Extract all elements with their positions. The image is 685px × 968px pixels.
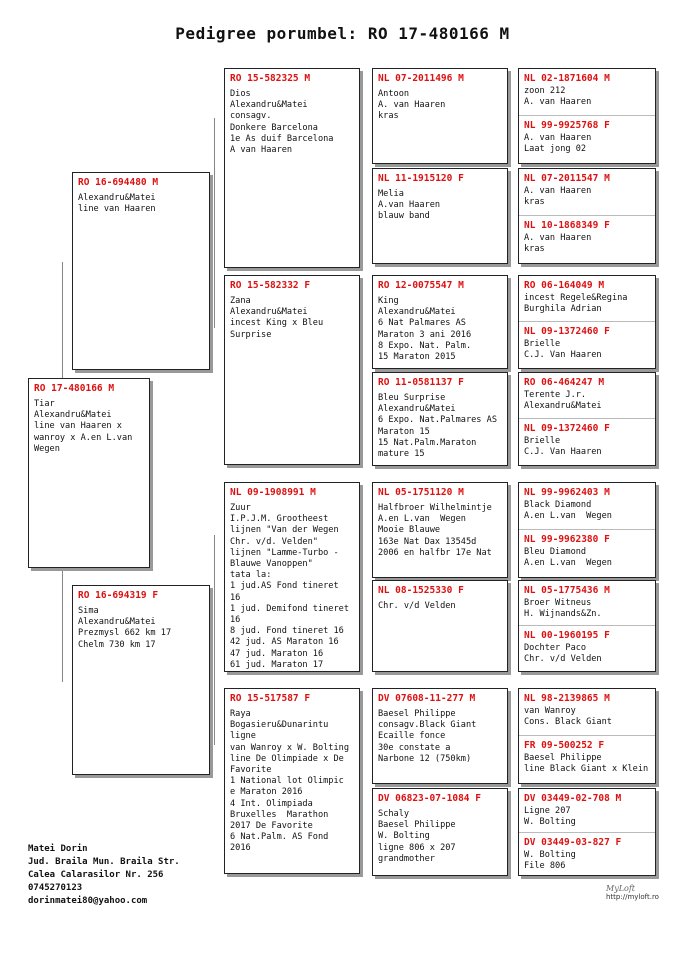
pigeon-entry[interactable] xyxy=(519,581,655,623)
card-line: A. van Haaren xyxy=(524,133,592,143)
card-line: Tiar xyxy=(34,399,55,409)
card-line: 6 Nat.Palm. AS Fond 2016 xyxy=(230,832,334,854)
card-line: mature 15 xyxy=(378,449,425,460)
pigeon-card-gggp-pair-6 xyxy=(518,580,656,672)
card-line: Broer Witneus xyxy=(524,598,592,608)
card-line: Mooie Blauwe xyxy=(378,525,441,536)
card-line: 42 jud. AS Maraton 16 xyxy=(230,637,339,648)
pigeon-entry[interactable] xyxy=(519,483,655,525)
ring-number: RO 15-517587 F xyxy=(230,693,311,704)
card-line: Burghila Adrian xyxy=(524,304,602,315)
owner-email[interactable]: dorinmatei80@yahoo.com xyxy=(28,896,148,906)
ring-number: NL 99-9925768 F xyxy=(524,120,610,131)
card-line: 6 Nat Palmares AS Maraton 3 ani 2016 xyxy=(378,318,472,340)
ring-number: NL 09-1908991 M xyxy=(230,487,316,498)
ring-number: RO 06-164049 M xyxy=(524,280,605,291)
ring-number: DV 03449-02-708 M xyxy=(524,793,622,804)
card-line: Brielle xyxy=(524,339,561,349)
card-line: Dios xyxy=(230,89,251,99)
card-line: line De Olimpiade x De Favorite xyxy=(230,753,350,776)
ring-number: NL 99-9962403 M xyxy=(524,487,610,498)
card-line: Alexandru&Matei xyxy=(78,193,156,203)
card-line: tata la: xyxy=(230,570,272,581)
pigeon-card-ggp-6[interactable] xyxy=(372,580,508,672)
ring-number: RO 12-0075547 M xyxy=(378,280,464,291)
pigeon-entry[interactable] xyxy=(519,833,655,875)
card-line: Alexandru&Matei xyxy=(34,410,112,421)
pigeon-entry[interactable] xyxy=(519,789,655,831)
card-line: Ligne 207 xyxy=(524,806,571,816)
pigeon-card-gp-4[interactable] xyxy=(224,688,360,874)
ring-number: RO 06-464247 M xyxy=(524,377,605,388)
card-line: Donkere Barcelona xyxy=(230,122,318,133)
card-line: Alexandru&Matei xyxy=(78,617,156,628)
card-line: Zuur xyxy=(230,503,251,513)
card-line: Ecaille fonce xyxy=(378,731,446,742)
card-line: incest King x Bleu Surprise xyxy=(230,318,329,340)
card-line: 8 Expo. Nat. Palm. xyxy=(378,340,472,351)
card-line: Alexandru&Matei xyxy=(378,404,456,415)
ring-number: DV 07608-11-277 M xyxy=(378,693,476,704)
ring-number: NL 99-9962380 F xyxy=(524,534,610,545)
card-line: 1 jud. Demifond tineret 16 xyxy=(230,603,355,626)
ring-number: NL 09-1372460 F xyxy=(524,423,610,434)
card-line: Chr. v/d Velden xyxy=(524,654,602,665)
ring-number: RO 17-480166 M xyxy=(34,383,115,394)
card-line: W. Bolting xyxy=(524,850,576,860)
page-title: Pedigree porumbel: RO 17-480166 M xyxy=(175,24,510,43)
card-line: Baesel Philippe xyxy=(378,709,456,719)
ring-number: NL 02-1871604 M xyxy=(524,73,610,84)
pigeon-entry[interactable] xyxy=(519,69,655,110)
ring-number: RO 11-0581137 F xyxy=(378,377,464,388)
pigeon-card-gp-3[interactable] xyxy=(224,482,360,672)
card-line: Alexandru&Matei xyxy=(378,307,456,318)
ring-number: RO 16-694319 F xyxy=(78,590,159,601)
pigeon-entry[interactable] xyxy=(519,276,655,318)
card-line: grandmother xyxy=(378,853,435,864)
card-line: Schaly xyxy=(378,809,410,819)
ring-number: NL 09-1372460 F xyxy=(524,326,610,337)
card-line: Baesel Philippe xyxy=(378,820,456,831)
card-line: van Wanroy xyxy=(524,706,576,716)
card-line: Bleu Diamond xyxy=(524,547,587,557)
pigeon-card-subject[interactable] xyxy=(28,378,150,568)
card-line: kras xyxy=(524,244,545,255)
ring-number: FR 09-500252 F xyxy=(524,740,605,751)
pigeon-card-mother[interactable] xyxy=(72,585,210,775)
card-line: 6 Expo. Nat.Palmares AS Maraton 15 xyxy=(378,415,503,437)
card-line: Alexandru&Matei xyxy=(230,307,308,318)
card-line: blauw band xyxy=(378,211,430,222)
ring-number: NL 00-1960195 F xyxy=(524,630,610,641)
card-line: 15 Nat.Palm.Maraton xyxy=(378,437,477,448)
pigeon-entry[interactable] xyxy=(519,689,655,731)
logo-mark: MyLoft xyxy=(606,884,636,893)
pigeon-card-father[interactable] xyxy=(72,172,210,370)
card-line: A.en L.van Wegen xyxy=(378,514,466,525)
pigeon-card-ggp-2[interactable] xyxy=(372,168,508,264)
card-line: 1e As duif Barcelona xyxy=(230,133,334,144)
card-line: 2006 en halfbr 17e Nat xyxy=(378,547,492,558)
owner-phone: 0745270123 xyxy=(28,883,83,893)
pigeon-card-gp-1[interactable] xyxy=(224,68,360,268)
pigeon-card-gggp-pair-2 xyxy=(518,168,656,264)
card-line: A.van Haaren xyxy=(378,200,441,211)
ring-number: NL 98-2139865 M xyxy=(524,693,610,704)
logo-url[interactable]: http://myloft.ro xyxy=(606,893,659,901)
pigeon-card-ggp-7[interactable] xyxy=(372,688,508,784)
card-line: Brielle xyxy=(524,436,561,446)
card-line: 163e Nat Dax 13545d xyxy=(378,536,477,547)
card-line: Raya xyxy=(230,709,251,719)
pigeon-card-gggp-pair-1 xyxy=(518,68,656,164)
pigeon-card-ggp-8[interactable] xyxy=(372,788,508,876)
card-line: Chelm 730 km 17 xyxy=(78,639,156,650)
pigeon-entry[interactable] xyxy=(519,530,655,572)
ring-number: RO 15-582332 F xyxy=(230,280,311,291)
card-line: Terente J.r. xyxy=(524,390,587,400)
owner-address: Jud. Braila Mun. Braila Str. xyxy=(28,857,180,867)
card-line: consagv.Black Giant xyxy=(378,720,477,731)
card-line: Alexandru&Matei xyxy=(230,100,308,111)
card-line: Dochter Paco xyxy=(524,643,587,653)
card-line: 1 National lot Olimpic e Maraton 2016 xyxy=(230,776,350,798)
card-line: C.J. Van Haaren xyxy=(524,350,602,361)
ring-number: NL 11-1915120 F xyxy=(378,173,464,184)
pigeon-entry[interactable] xyxy=(519,169,655,211)
card-line: kras xyxy=(524,197,545,208)
card-line: incest Regele&Regina xyxy=(524,293,628,303)
ring-number: RO 15-582325 M xyxy=(230,73,311,84)
pigeon-card-ggp-5[interactable] xyxy=(372,482,508,578)
card-line: Sima xyxy=(78,606,99,616)
card-line: zoon 212 xyxy=(524,86,566,96)
card-line: lijnen "Van der Wegen Chr. v/d. Velden" xyxy=(230,525,344,547)
card-line: Narbone 12 (750km) xyxy=(378,753,472,764)
card-line: Laat jong 02 xyxy=(524,144,587,155)
card-line: Prezmysl 662 km 17 xyxy=(78,628,172,639)
pigeon-card-gp-2[interactable] xyxy=(224,275,360,465)
pigeon-card-gggp-pair-5 xyxy=(518,482,656,578)
card-line: A. van Haaren xyxy=(524,97,592,108)
ring-number: NL 05-1775436 M xyxy=(524,585,610,596)
owner-name: Matei Dorin xyxy=(28,844,88,854)
pigeon-entry[interactable] xyxy=(519,216,655,258)
pigeon-entry[interactable] xyxy=(519,322,655,364)
ring-number: NL 05-1751120 M xyxy=(378,487,464,498)
pigeon-card-gggp-pair-7 xyxy=(518,688,656,784)
card-line: Halfbroer Wilhelmintje xyxy=(378,503,492,513)
card-line: W. Bolting xyxy=(524,817,576,828)
card-line: ligne xyxy=(230,731,256,742)
card-line: Baesel Philippe xyxy=(524,753,602,763)
card-line: Alexandru&Matei xyxy=(524,401,602,412)
card-line: File 806 xyxy=(524,861,566,872)
ring-number: NL 07-2011547 M xyxy=(524,173,610,184)
owner-info xyxy=(28,843,180,908)
pigeon-card-ggp-1[interactable] xyxy=(372,68,508,164)
ring-number: NL 07-2011496 M xyxy=(378,73,464,84)
ring-number: NL 08-1525330 F xyxy=(378,585,464,596)
card-line: consagv. xyxy=(230,111,272,122)
ring-number: DV 03449-03-827 F xyxy=(524,837,622,848)
card-line: I.P.J.M. Grootheest xyxy=(230,514,329,525)
card-line: 15 Maraton 2015 xyxy=(378,352,456,363)
card-line: W. Bolting xyxy=(378,831,430,842)
card-line: 1 jud.AS Fond tineret 16 xyxy=(230,581,344,603)
card-line: A.en L.van Wegen xyxy=(524,511,612,522)
card-line: A. van Haaren xyxy=(524,233,592,243)
pigeon-entry[interactable] xyxy=(519,626,655,668)
card-line: Black Diamond xyxy=(524,500,592,510)
owner-address: Calea Calarasilor Nr. 256 xyxy=(28,870,164,880)
myloft-logo xyxy=(606,884,659,901)
ring-number: RO 16-694480 M xyxy=(78,177,159,188)
card-line: King xyxy=(378,296,399,306)
pigeon-entry[interactable] xyxy=(519,373,655,415)
card-line: lijnen "Lamme-Turbo -Blauwe Vanoppen" xyxy=(230,547,339,570)
card-line: Chr. v/d Velden xyxy=(378,601,456,611)
card-line: 30e constate a xyxy=(378,742,451,753)
card-line: kras xyxy=(378,111,399,122)
card-line: 47 jud. Maraton 16 xyxy=(230,648,324,659)
card-line: Antoon xyxy=(378,89,410,99)
pigeon-card-gggp-pair-4 xyxy=(518,372,656,466)
card-line: 8 jud. Fond tineret 16 xyxy=(230,626,344,637)
card-line: van Wanroy x W. Bolting xyxy=(230,742,349,753)
card-line: Bleu Surprise xyxy=(378,393,446,403)
ring-number: DV 06823-07-1084 F xyxy=(378,793,481,804)
card-line: H. Wijnands&Zn. xyxy=(524,609,602,620)
card-line: 4 Int. Olimpiada Bruxelles Marathon 2017 De Favorite xyxy=(230,798,334,832)
card-line: 61 jud. Maraton 17 xyxy=(230,659,324,670)
card-line: A. van Haaren xyxy=(524,186,592,196)
card-line: line van Haaren x wanroy x A.en L.van Wegen xyxy=(34,421,143,454)
pigeon-entry[interactable] xyxy=(519,419,655,461)
card-line: A. van Haaren xyxy=(378,100,446,111)
pigeon-card-ggp-4[interactable] xyxy=(372,372,508,466)
card-line: A.en L.van Wegen xyxy=(524,558,612,569)
card-line: Bogasieru&Dunarintu xyxy=(230,720,329,731)
card-line: C.J. Van Haaren xyxy=(524,447,602,458)
card-line: Zana xyxy=(230,296,251,306)
card-line: line Black Giant x Klein xyxy=(524,764,649,775)
card-line: Cons. Black Giant xyxy=(524,717,612,728)
pigeon-card-ggp-3[interactable] xyxy=(372,275,508,369)
ring-number: NL 10-1868349 F xyxy=(524,220,610,231)
card-line: A van Haaren xyxy=(230,145,293,156)
pigeon-entry[interactable] xyxy=(519,116,655,158)
card-line: Melia xyxy=(378,189,404,199)
card-line: line van Haaren xyxy=(78,204,156,215)
pigeon-entry[interactable] xyxy=(519,736,655,778)
pigeon-card-gggp-pair-3 xyxy=(518,275,656,369)
pigeon-card-gggp-pair-8 xyxy=(518,788,656,876)
card-line: ligne 806 x 207 xyxy=(378,842,456,853)
